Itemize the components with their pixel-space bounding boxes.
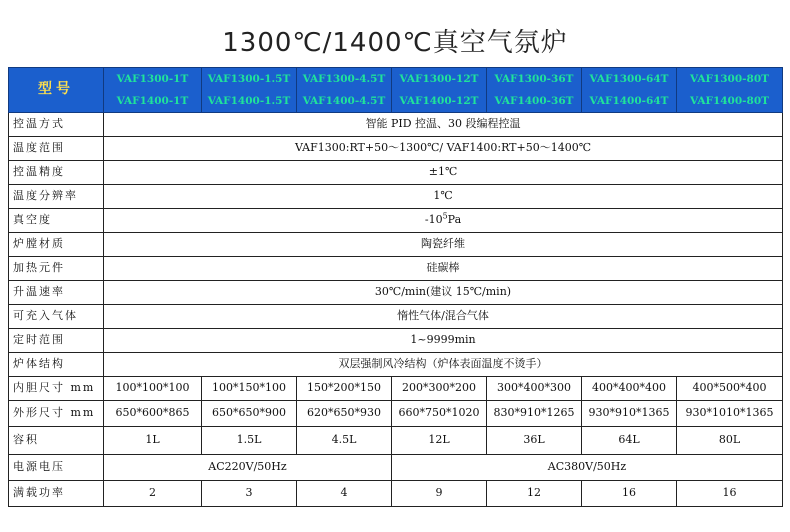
row-label: 温度分辨率 [9,185,104,209]
row-value: 12 [487,481,582,507]
model-cell: VAF1300-36T VAF1400-36T [487,68,582,113]
table-row [9,185,783,209]
row-label: 控温精度 [9,161,104,185]
row-label: 升温速率 [9,281,104,305]
row-value: 惰性气体/混合气体 [104,305,783,329]
row-value: 200*300*200 [392,377,487,401]
spec-table [8,67,783,507]
row-value: 12L [392,427,487,455]
row-value: AC380V/50Hz [392,455,783,481]
table-row [9,305,783,329]
row-value: 1~9999min [104,329,783,353]
model-cell: VAF1300-64T VAF1400-64T [582,68,677,113]
row-label: 内胆尺寸 mm [9,377,104,401]
row-value: 620*650*930 [297,401,392,427]
row-label: 控温方式 [9,113,104,137]
table-row [9,113,783,137]
row-label: 真空度 [9,209,104,233]
row-value: 650*650*900 [202,401,297,427]
row-value: 36L [487,427,582,455]
row-label: 定时范围 [9,329,104,353]
row-label: 可充入气体 [9,305,104,329]
model-cell: VAF1300-4.5T VAF1400-4.5T [297,68,392,113]
row-value: 1L [104,427,202,455]
table-row [9,281,783,305]
row-value: 3 [202,481,297,507]
row-value: 660*750*1020 [392,401,487,427]
table-row [9,455,783,481]
row-value: 400*500*400 [677,377,783,401]
row-value: 930*910*1365 [582,401,677,427]
row-value: 16 [677,481,783,507]
row-value: VAF1300:RT+50～1300℃/ VAF1400:RT+50～1400℃ [104,137,783,161]
row-label: 容积 [9,427,104,455]
row-label: 电源电压 [9,455,104,481]
row-label: 外形尺寸 mm [9,401,104,427]
table-row [9,481,783,507]
row-value: $-10^5Pa$ [104,209,783,233]
row-value: 150*200*150 [297,377,392,401]
header-row [9,68,783,113]
table-row [9,377,783,401]
table-row [9,329,783,353]
row-value: 930*1010*1365 [677,401,783,427]
table-row [9,353,783,377]
row-label: 温度范围 [9,137,104,161]
row-value: 2 [104,481,202,507]
row-value: 30℃/min(建议 15℃/min) [104,281,783,305]
row-label: 炉体结构 [9,353,104,377]
row-value: 64L [582,427,677,455]
row-label: 满载功率 [9,481,104,507]
row-value: 80L [677,427,783,455]
table-row [9,427,783,455]
table-row [9,257,783,281]
row-value: 4 [297,481,392,507]
model-cell: VAF1300-1.5T VAF1400-1.5T [202,68,297,113]
model-cell: VAF1300-1T VAF1400-1T [104,68,202,113]
row-value: 650*600*865 [104,401,202,427]
row-value: ±1℃ [104,161,783,185]
row-value: 1.5L [202,427,297,455]
row-value: 16 [582,481,677,507]
row-value: 100*150*100 [202,377,297,401]
table-row [9,233,783,257]
row-value: 830*910*1265 [487,401,582,427]
model-cell: VAF1300-12T VAF1400-12T [392,68,487,113]
table-row [9,209,783,233]
row-value: 9 [392,481,487,507]
row-value: 400*400*400 [582,377,677,401]
row-value: 双层强制风冷结构（炉体表面温度不烫手） [104,353,783,377]
row-value: 300*400*300 [487,377,582,401]
row-value: 100*100*100 [104,377,202,401]
row-label: 炉膛材质 [9,233,104,257]
model-header-label: 型号 [9,68,104,113]
page-title: 1300℃/1400℃真空气氛炉 [222,28,568,58]
row-value: 硅碳棒 [104,257,783,281]
row-value: 陶瓷纤维 [104,233,783,257]
model-cell: VAF1300-80T VAF1400-80T [677,68,783,113]
row-value: AC220V/50Hz [104,455,392,481]
row-value: 1℃ [104,185,783,209]
row-value: 4.5L [297,427,392,455]
table-row [9,137,783,161]
table-row [9,161,783,185]
table-row [9,401,783,427]
row-value: 智能 PID 控温、30 段编程控温 [104,113,783,137]
row-label: 加热元件 [9,257,104,281]
